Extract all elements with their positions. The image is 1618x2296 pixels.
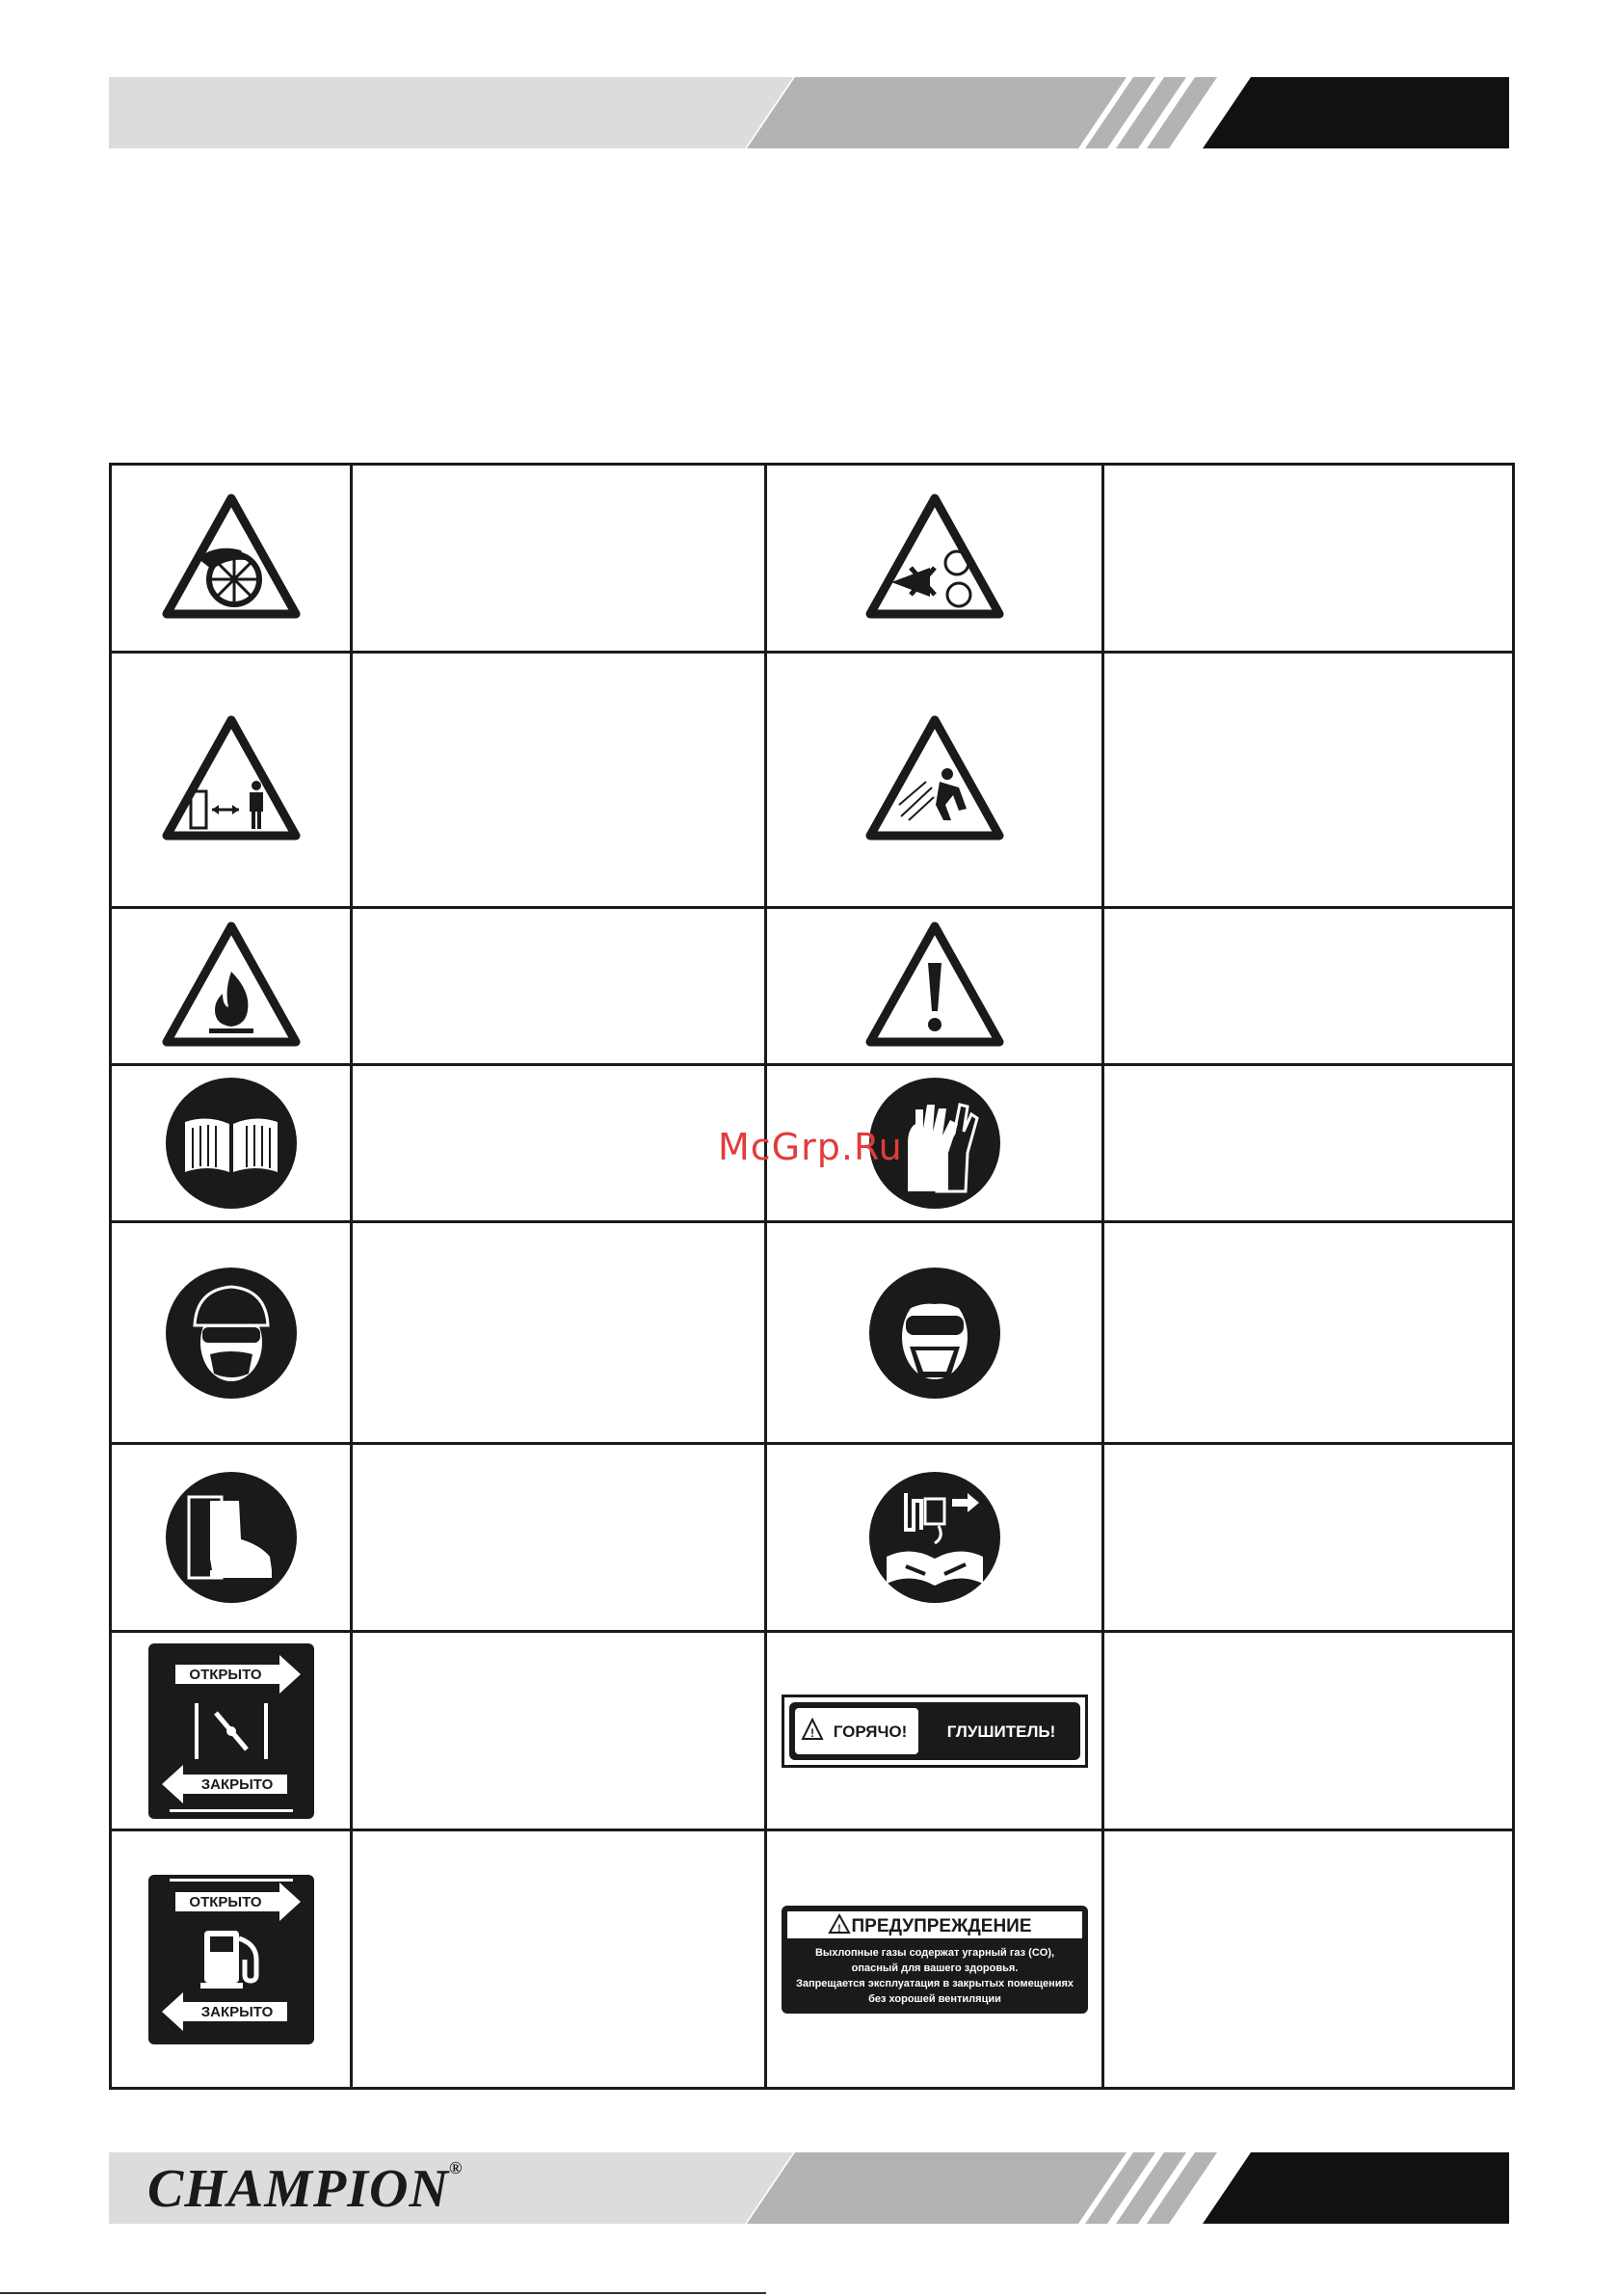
brand-name: CHAMPION [147,2159,449,2219]
choke-open-closed-sign [148,1643,314,1819]
table-row [111,908,1514,1065]
table-cell [111,653,352,908]
maintenance-instructions-icon [867,1470,1002,1605]
keep-distance-warning-icon [159,712,304,847]
warning-icon: ! [836,1922,841,1935]
description-cell [1103,1065,1514,1222]
hot-muffler-label [782,1695,1088,1768]
rotating-parts-warning-icon [159,491,304,626]
table-cell [766,1444,1103,1632]
table-cell [766,465,1103,653]
description-cell [352,1632,766,1830]
description-cell [1103,1222,1514,1444]
warning-line: без хорошей вентиляции [867,1992,1001,2005]
description-cell [352,1444,766,1632]
warning-line: опасный для вашего здоровья. [851,1962,1018,1974]
watermark: McGrp.Ru [718,1126,903,1168]
closed-label: ЗАКРЫТО [200,1775,273,1793]
description-cell [352,908,766,1065]
table-cell [111,1830,352,2089]
table-row [111,1222,1514,1444]
table-row [111,653,1514,908]
general-warning-icon [862,919,1007,1054]
bottom-divider [0,2292,766,2294]
hot-warning-icon: ! [809,1725,814,1740]
description-cell [1103,1444,1514,1632]
hot-label: ГОРЯЧО! [833,1722,907,1741]
table-cell [766,1830,1103,2089]
table-row [111,1444,1514,1632]
muffler-label: ГЛУШИТЕЛЬ! [946,1722,1055,1741]
description-cell [1103,1830,1514,2089]
table-cell [111,1065,352,1222]
wear-safety-boots-icon [164,1470,299,1605]
header-band [109,77,1509,148]
table-cell [766,1632,1103,1830]
registered-mark: ® [448,2158,464,2177]
table-cell [766,1222,1103,1444]
wear-face-protection-icon [867,1266,1002,1401]
flying-debris-warning-icon [862,712,1007,847]
description-cell [352,1830,766,2089]
wear-helmet-goggles-mask-icon [164,1266,299,1401]
description-cell [1103,653,1514,908]
closed-label: ЗАКРЫТО [200,2003,273,2020]
flammable-warning-icon [159,919,304,1054]
fuel-valve-open-closed-sign [148,1875,314,2044]
no-loose-clothing-warning-icon [862,491,1007,626]
table-cell [766,653,1103,908]
description-cell [1103,1632,1514,1830]
carbon-monoxide-warning-label [782,1906,1088,2014]
warning-line: Запрещается эксплуатация в закрытых помещениях [795,1977,1074,1989]
table-cell [111,465,352,653]
description-cell [352,1222,766,1444]
safety-symbols-table [109,463,1515,2090]
table-cell [766,908,1103,1065]
table-cell [111,908,352,1065]
table-cell [111,1222,352,1444]
open-label: ОТКРЫТО [188,1666,262,1683]
table-cell [111,1632,352,1830]
table-row [111,1632,1514,1830]
champion-logo [147,2158,463,2220]
table-row [111,465,1514,653]
description-cell [352,1065,766,1222]
description-cell [1103,908,1514,1065]
table-cell [111,1444,352,1632]
table-row [111,1830,1514,2089]
footer-band [109,2152,1509,2224]
description-cell [352,465,766,653]
open-label: ОТКРЫТО [188,1893,262,1910]
read-manual-icon [164,1076,299,1211]
description-cell [352,653,766,908]
warning-title: ПРЕДУПРЕЖДЕНИЕ [850,1915,1032,1936]
description-cell [1103,465,1514,653]
warning-line: Выхлопные газы содержат угарный газ (CO), [814,1946,1054,1959]
